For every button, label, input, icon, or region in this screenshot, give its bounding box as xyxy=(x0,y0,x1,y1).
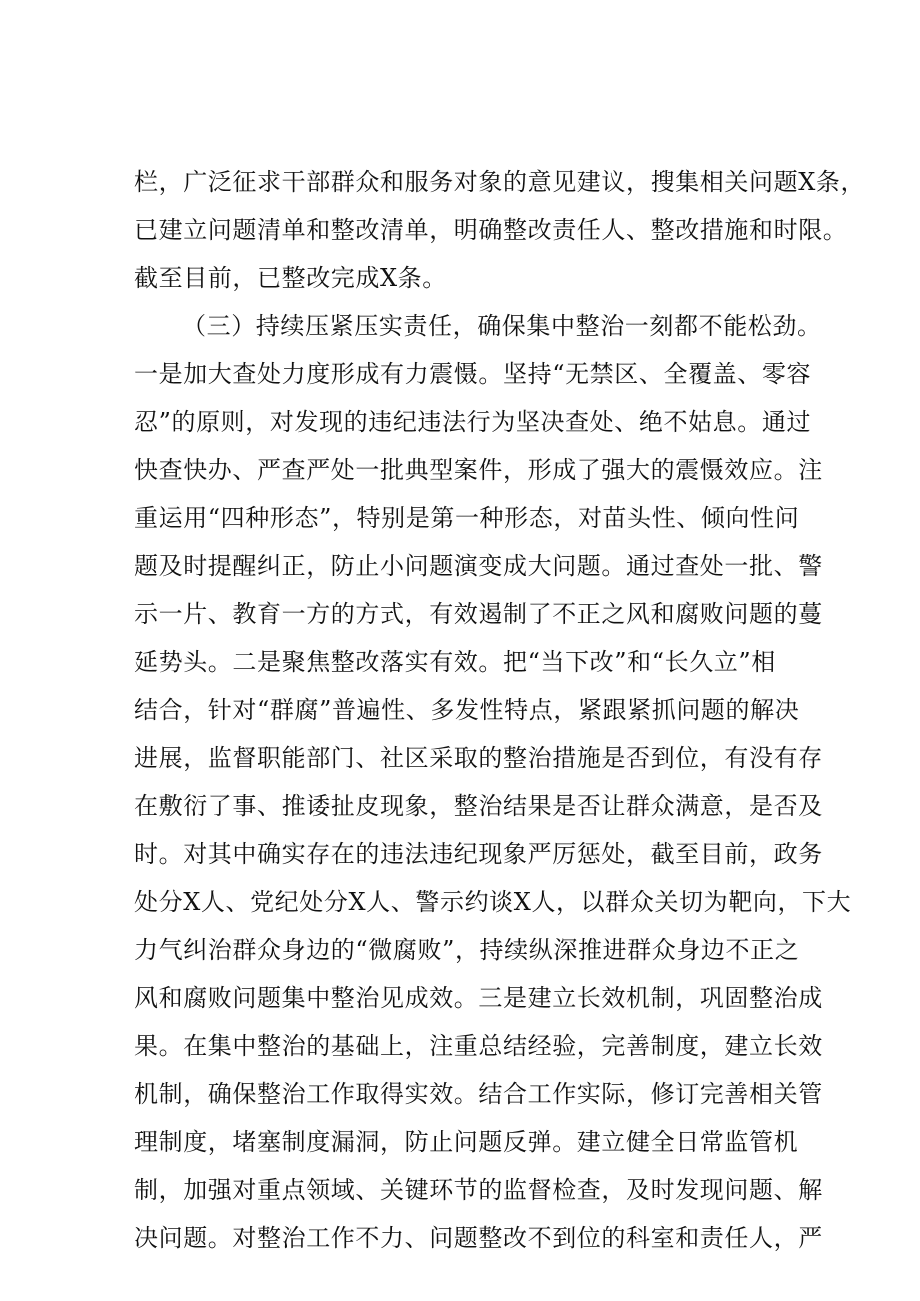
text-line: 风和腐败问题集中整治见成效。三是建立长效机制，巩固整治成 xyxy=(134,984,823,1012)
text-line: 进展，监督职能部门、社区采取的整治措施是否到位，有没有存 xyxy=(134,744,823,772)
text-line: 示一片、教育一方的方式，有效遏制了不正之风和腐败问题的蔓 xyxy=(134,600,823,628)
text-line: 制，加强对重点领域、关键环节的监督检查，及时发现问题、解 xyxy=(134,1176,823,1204)
text-line: 一是加大查处力度形成有力震慑。坚持“无禁区、全覆盖、零容 xyxy=(134,360,812,388)
text-line: 快查快办、严查严处一批典型案件，形成了强大的震慑效应。注 xyxy=(134,456,823,484)
text-line: 决问题。对整治工作不力、问题整改不到位的科室和责任人，严 xyxy=(134,1224,823,1252)
text-line: 结合，针对“群腐”普遍性、多发性特点，紧跟紧抓问题的解决 xyxy=(134,696,800,724)
text-line: 理制度，堵塞制度漏洞，防止问题反弹。建立健全日常监管机 xyxy=(134,1128,799,1156)
text-line: 机制，确保整治工作取得实效。结合工作实际，修订完善相关管 xyxy=(134,1080,823,1108)
text-line: 延势头。二是聚焦整改落实有效。把“当下改”和“长久立”相 xyxy=(134,648,776,676)
text-line: 力气纠治群众身边的“微腐败”，持续纵深推进群众身边不正之 xyxy=(134,936,800,964)
text-line: 栏，广泛征求干部群众和服务对象的意见建议，搜集相关问题X条， xyxy=(134,168,866,196)
text-line: 题及时提醒纠正，防止小问题演变成大问题。通过查处一批、警 xyxy=(134,552,823,580)
text-line: 截至目前，已整改完成X条。 xyxy=(134,264,447,292)
text-line: 在敷衍了事、推诿扯皮现象，整治结果是否让群众满意，是否及 xyxy=(134,792,823,820)
text-line: 果。在集中整治的基础上，注重总结经验，完善制度，建立长效 xyxy=(134,1032,823,1060)
text-line: 处分X人、党纪处分X人、警示约谈X人，以群众关切为靶向，下大 xyxy=(134,888,852,916)
text-line: 重运用“四种形态”，特别是第一种形态，对苗头性、倾向性问 xyxy=(134,504,800,532)
text-line: 时。对其中确实存在的违法违纪现象严厉惩处，截至目前，政务 xyxy=(134,840,823,868)
text-line: 忍”的原则，对发现的违纪违法行为坚决查处、绝不姑息。通过 xyxy=(134,408,812,436)
text-line: 已建立问题清单和整改清单，明确整改责任人、整改措施和时限。 xyxy=(134,216,848,244)
section-heading-line: （三）持续压紧压实责任，确保集中整治一刻都不能松劲。 xyxy=(182,312,822,340)
